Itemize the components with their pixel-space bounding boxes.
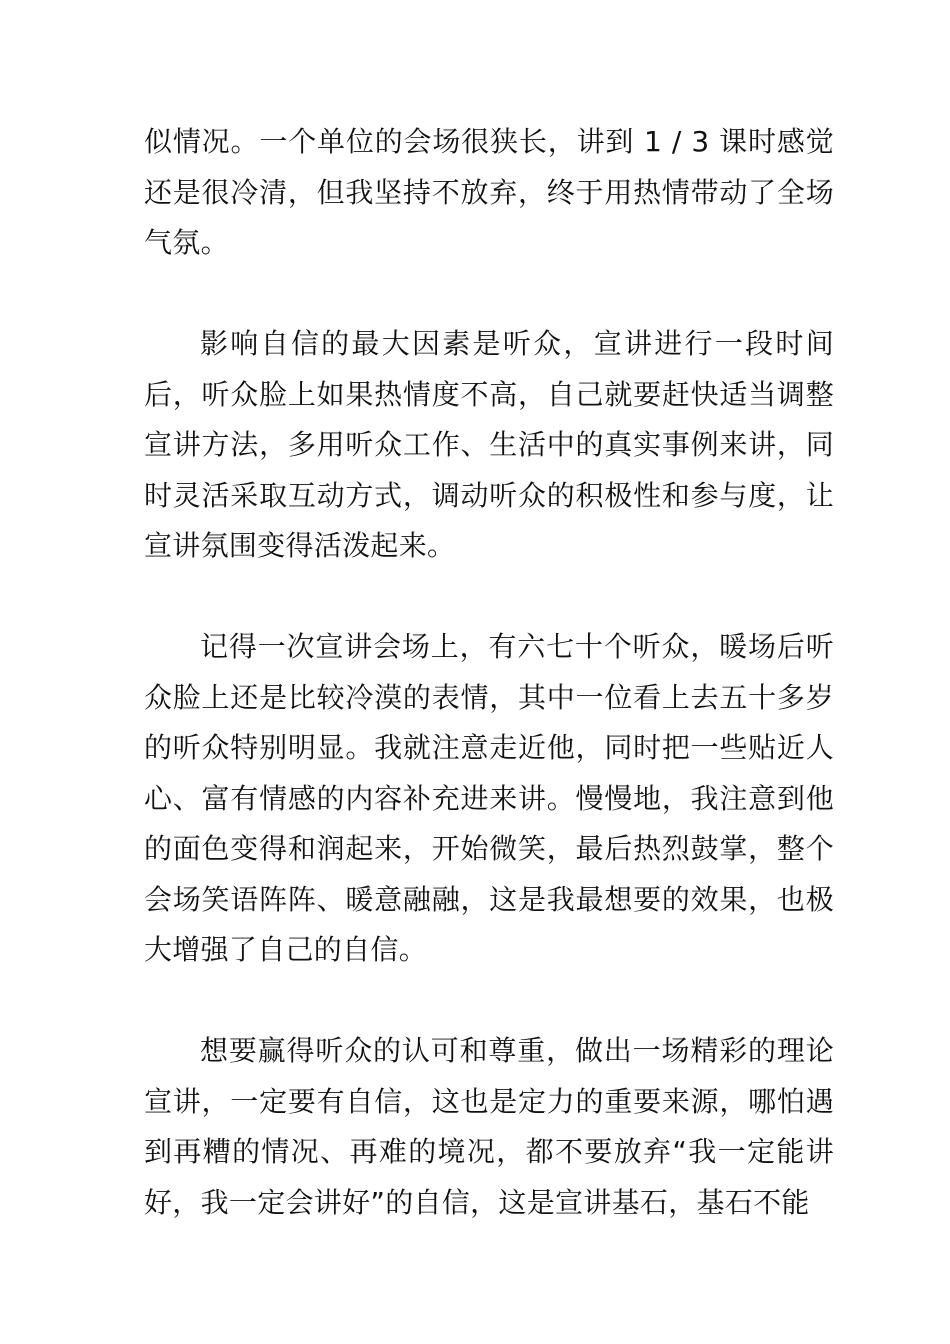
paragraph-1: 似情况。一个单位的会场很狭长，讲到 1 / 3 课时感觉还是很冷清，但我坚持不放弃，终于用热情带动了全场气氛。 [144, 125, 834, 259]
paragraph-2: 影响自信的最大因素是听众，宣讲进行一段时间后，听众脸上如果热情度不高，自己就要赶快适当调整宣讲方法，多用听众工作、生活中的真实事例来讲，同时灵活采取互动方式，调动听众的积极性和参与度，让宣讲氛围变得活泼起来。 [144, 327, 834, 562]
paragraph-3: 记得一次宣讲会场上，有六七十个听众，暖场后听众脸上还是比较冷漠的表情，其中一位看上去五十多岁的听众特别明显。我就注意走近他，同时把一些贴近人心、富有情感的内容补充进来讲。慢慢地，我注意到他的面色变得和润起来，开始微笑，最后热烈鼓掌，整个会场笑语阵阵、暖意融融，这是我最想要的效果，也极大增强了自己的自信。 [144, 630, 834, 966]
paragraph-4: 想要赢得听众的认可和尊重，做出一场精彩的理论宣讲，一定要有自信，这也是定力的重要来源，哪怕遇到再糟的情况、再难的境况，都不要放弃“我一定能讲好，我一定会讲好”的自信，这是宣讲基石，基石不能 [144, 1034, 834, 1219]
document-body [144, 117, 834, 1228]
